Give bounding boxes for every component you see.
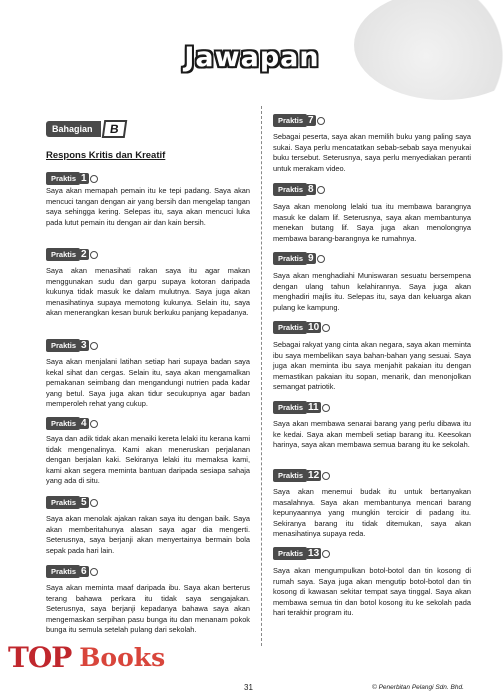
section-letter: B [101, 120, 126, 138]
praktis-tag: Praktis 5 [46, 496, 98, 509]
praktis-tag: Praktis 12 [273, 469, 330, 482]
topbooks-logo: TOP Books [8, 641, 166, 674]
section-label: Bahagian [46, 121, 101, 137]
praktis-tag: Praktis 9 [273, 252, 325, 265]
answer-text: Sebagai peserta, saya akan memilih buku yang paling saya sukai. Saya perlu mencatatkan sebab-sebab saya menyukai buku tersebut. Seterusnya, saya perlu menyediakan peranti untuk merakam video. [273, 132, 471, 173]
column-divider [261, 106, 262, 646]
page-number: 31 [244, 683, 253, 692]
answer-text: Saya dan adik tidak akan menaiki kereta lelaki itu kerana kami tidak mengenalinya. Kami akan meneruskan perjalanan dengan berjalan kaki. Sekiranya lelaki itu memaksa kami, kami akan segera meminta bantuan daripada sesiapa sahaja yang ada di situ. [46, 434, 250, 486]
page-title: Jawapan [184, 42, 320, 73]
answer-text: Saya akan menolak ajakan rakan saya itu dengan baik. Saya akan memberitahunya alasan saya agar dia mengerti. Seterusnya, saya berjanji akan menyertainya bermain bola sepak pada hari lain. [46, 514, 250, 555]
praktis-tag: Praktis 11 [273, 401, 330, 414]
answer-text: Saya akan menolong lelaki tua itu membawa barangnya masuk ke dalam lif. Seterusnya, saya akan membantunya menekan butang lif. Saya juga akan menolongnya membawa barang-barangnya ke rumahnya. [273, 202, 471, 243]
praktis-tag: Praktis 13 [273, 547, 330, 560]
praktis-tag: Praktis 3 [46, 339, 98, 352]
answer-text: Saya akan meminta maaf daripada ibu. Saya akan berterus terang bahawa perkara itu tidak saya sengajakan. Seterusnya, saya berjanji kepadanya bahawa saya akan mengemaskan serpihan pasu bunga itu dan menanam pokok bunga itu semula setelah pulang dari sekolah. [46, 583, 250, 635]
praktis-tag: Praktis 7 [273, 114, 325, 127]
praktis-tag: Praktis 2 [46, 248, 98, 261]
answer-text: Saya akan menemui budak itu untuk bertanyakan masalahnya. Saya akan membantunya mencari barang kepunyaannya yang mungkin tercicir di padang itu. Sekiranya barang itu tidak ditemukan, saya akan menasihatinya supaya reda. [273, 487, 471, 539]
praktis-tag: Praktis 6 [46, 565, 98, 578]
publisher-credit: © Penerbitan Pelangi Sdn. Bhd. [372, 684, 464, 691]
answer-text: Saya akan menghadiahi Muniswaran sesuatu bersempena dengan ulang tahun kelahirannya. Saya juga akan menghadiri majlis itu. Selepas itu, saya dan keluarga akan pulang ke kampung. [273, 271, 471, 312]
answer-text: Saya akan memapah pemain itu ke tepi padang. Saya akan mencuci tangan dengan air yang bersih dan mengelap tangan saya sehingga kering. Selepas itu, saya akan mencuci luka pada lutut pemain itu dengan air dan kain bersih. [46, 186, 250, 227]
praktis-tag: Praktis 4 [46, 417, 98, 430]
answer-text: Saya akan menasihati rakan saya itu agar makan menggunakan sudu dan garpu supaya kotoran daripada kukunya tidak masuk ke dalam mulutnya. Saya juga akan menasihatinya supaya memotong kukunya. Selain itu, saya akan menerangkan kesan buruk berkuku panjang kepadanya. [46, 266, 250, 318]
praktis-tag: Praktis 8 [273, 183, 325, 196]
answer-text: Saya akan menjalani latihan setiap hari supaya badan saya kekal sihat dan cergas. Selain itu, saya akan mengamalkan pemakanan seimbang dan mengandungi nutrien pada kadar yang betul. Saya juga akan tidur secukupnya agar badan memperoleh rehat yang cukup. [46, 357, 250, 409]
section-badge [46, 120, 125, 138]
answer-text: Saya akan mengumpulkan botol-botol dan tin kosong di rumah saya. Saya juga akan mengutip botol-botol dan tin kosong di kawasan sekitar tempat saya tinggal. Saya akan membawa semua tin dan botol kosong itu ke sekolah pada hari terakhir program itu. [273, 566, 471, 618]
section-subheading: Respons Kritis dan Kreatif [46, 150, 166, 161]
answer-text: Sebagai rakyat yang cinta akan negara, saya akan meminta ibu saya membelikan saya bahan-bahan yang sesuai. Saya juga akan meminta ibu saya menjahit pakaian itu dengan memastikan pakaian itu sopan, menarik, dan menonjolkan semangat patriotik. [273, 340, 471, 392]
praktis-tag: Praktis 1 [46, 172, 98, 185]
praktis-tag: Praktis 10 [273, 321, 330, 334]
answer-text: Saya akan membawa senarai barang yang perlu dibawa itu ke kedai. Saya akan membeli setiap barang itu. Keesokan harinya, saya akan membawa semua barang itu ke sekolah. [273, 419, 471, 450]
